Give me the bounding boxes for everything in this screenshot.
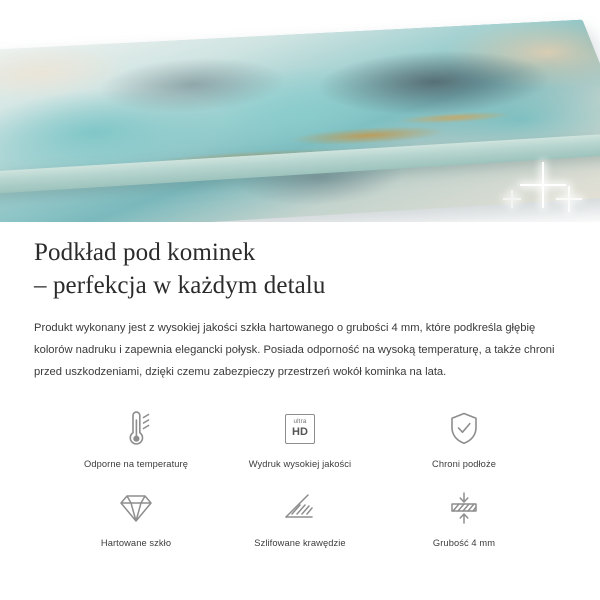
- feature-label: Wydruk wysokiej jakości: [248, 458, 352, 469]
- feature-grid: [34, 406, 566, 548]
- feature-label: Hartowane szkło: [100, 537, 172, 548]
- thermometer-icon: [119, 406, 153, 452]
- page-title: [34, 236, 566, 302]
- ultra-hd-icon: [285, 406, 315, 452]
- diamond-icon: [118, 485, 154, 531]
- shield-check-icon: [447, 406, 481, 452]
- feature-item: [382, 406, 546, 469]
- ultra-hd-badge-bottom: HD: [292, 425, 308, 438]
- feature-label: Odporne na temperaturę: [83, 458, 188, 469]
- description-paragraph: Produkt wykonany jest z wysokiej jakości szkła hartowanego o grubości 4 mm, które podkreśla głębię kolorów nadruku i zapewnia elegancki połysk. Posiada odporność na wysoką temperaturę, a także chroni przed uszkodzeniami, dzięki czemu zabezpieczy przestrzeń wokół kominka na lata.: [34, 322, 555, 378]
- feature-label: Szlifowane krawędzie: [254, 537, 346, 548]
- feature-item: [54, 485, 218, 548]
- hero-image: [0, 0, 600, 222]
- page-title-line-1: Podkład pod kominek: [34, 239, 256, 266]
- glass-panel-artwork: [0, 20, 600, 222]
- feature-item: [54, 406, 218, 469]
- page-title-line-2: – perfekcja w każdym detalu: [34, 272, 326, 299]
- thickness-arrows-icon: [446, 485, 482, 531]
- feature-item: [382, 485, 546, 548]
- feature-item: [218, 485, 382, 548]
- content-block: [0, 222, 600, 548]
- feature-item: [218, 406, 382, 469]
- feature-label: Chroni podłoże: [432, 458, 496, 469]
- feature-label: Grubość 4 mm: [432, 537, 496, 548]
- polished-edge-icon: [282, 485, 318, 531]
- ultra-hd-badge-top: ultra: [293, 418, 307, 426]
